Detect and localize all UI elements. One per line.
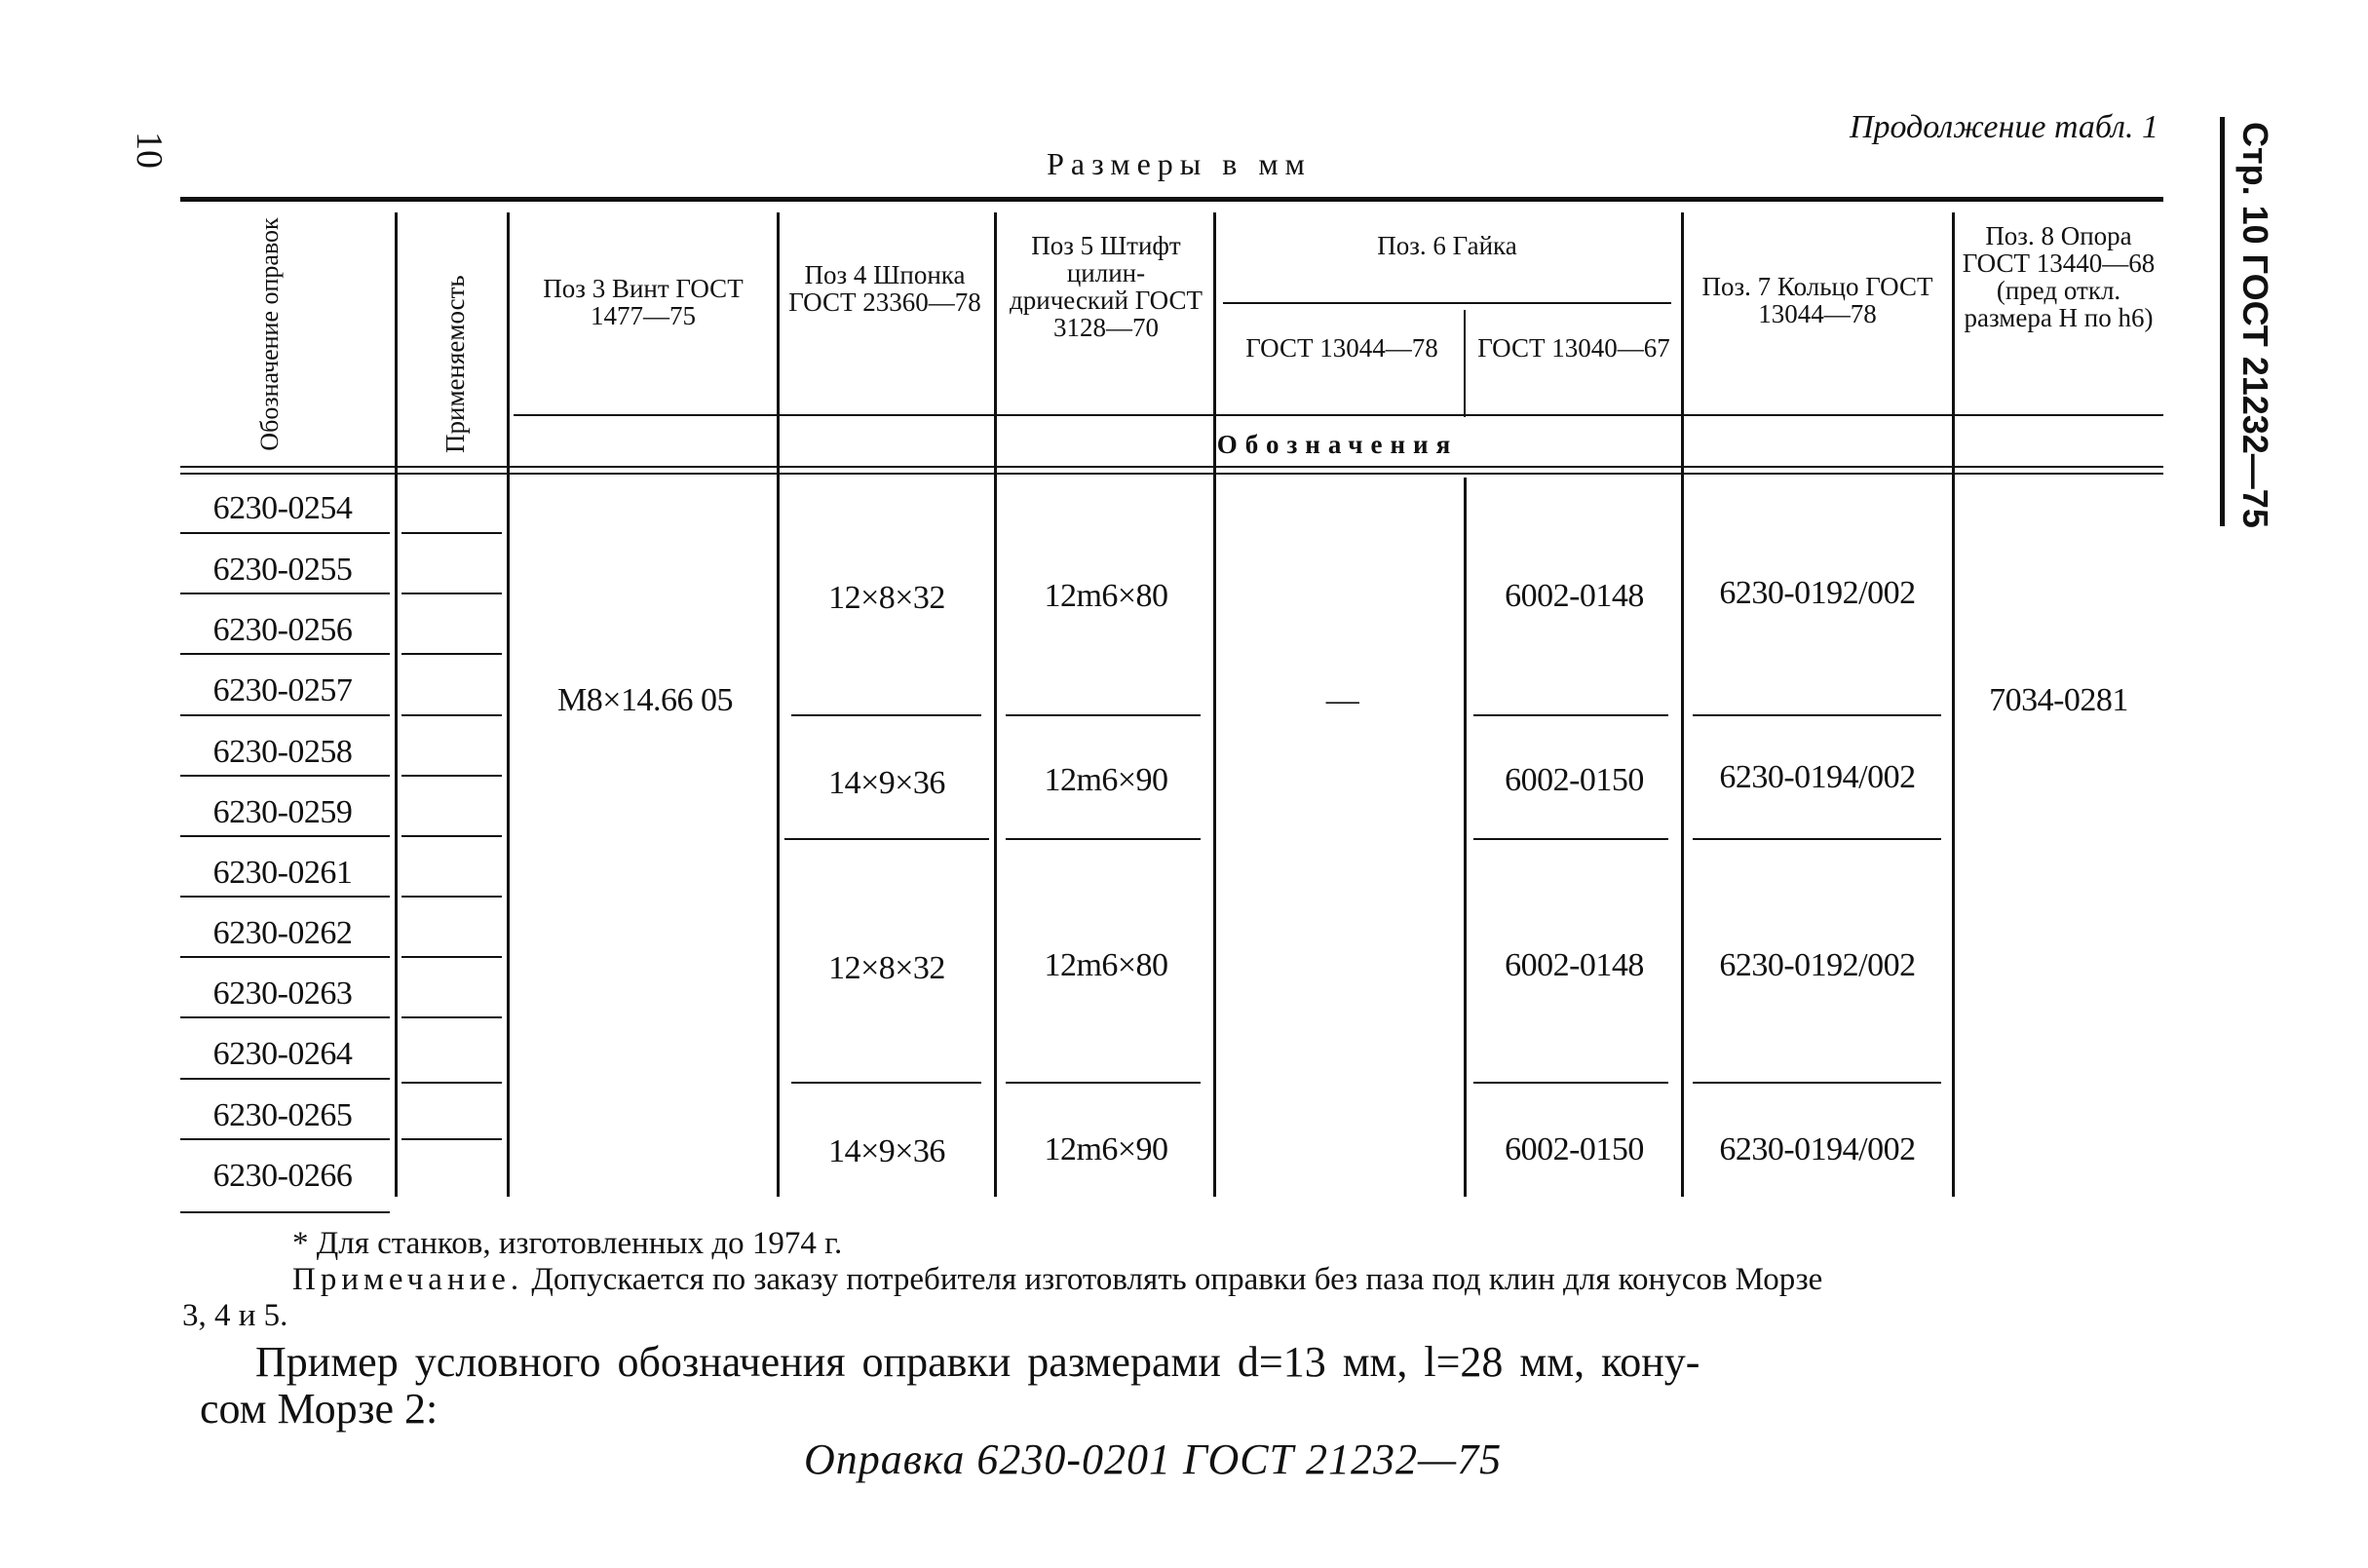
pos7-value: 6230-0194/002 <box>1719 1131 1916 1167</box>
header-pos6-gost-13040: ГОСТ 13040—67 <box>1477 333 1670 363</box>
table-row-label: 6230-0255 <box>212 552 353 588</box>
pos3-value: M8×14.66 05 <box>557 682 733 718</box>
table-row-label: 6230-0254 <box>212 490 353 526</box>
header-pos6-gost-13044: ГОСТ 13044—78 <box>1245 333 1438 363</box>
header-pos3: Поз 3 Винт ГОСТ 1477—75 <box>543 274 744 330</box>
footnote: * Для станков, изготовленных до 1974 г. <box>292 1226 843 1261</box>
header-designation: Обозначение оправок <box>255 217 284 451</box>
pos6-gost-13044-value: — <box>1325 682 1359 718</box>
pos5-value: 12m6×90 <box>1044 762 1168 798</box>
header-pos5: Поз 5 Штифт цилин-дрический ГОСТ 3128—70 <box>1010 231 1203 342</box>
example-line-1: Пример условного обозначения оправки размерами d=13 мм, l=28 мм, кону- <box>255 1338 1700 1386</box>
pos6-gost-13040-value: 6002-0148 <box>1505 947 1644 983</box>
header-pos4: Поз 4 Шпонка ГОСТ 23360—78 <box>788 260 981 317</box>
side-header: Стр. 10 ГОСТ 21232—75 <box>2235 122 2275 528</box>
pos4-value: 12×8×32 <box>828 580 945 616</box>
table-row-label: 6230-0256 <box>212 612 353 648</box>
pos6-gost-13040-value: 6002-0150 <box>1505 762 1644 798</box>
header-pos8: Поз. 8 Опора ГОСТ 13440—68 (пред откл. размера Н по h6) <box>1962 221 2156 332</box>
page-number: 10 <box>129 132 170 169</box>
pos6-gost-13040-value: 6002-0148 <box>1505 578 1644 614</box>
table-row-label: 6230-0263 <box>212 975 353 1012</box>
table-row-label: 6230-0262 <box>212 915 353 951</box>
table-row-label: 6230-0259 <box>212 794 353 830</box>
pos7-value: 6230-0192/002 <box>1719 947 1916 983</box>
dimensions-caption: Размеры в мм <box>1047 146 1312 181</box>
pos4-value: 14×9×36 <box>828 1133 945 1169</box>
note-line-1 <box>292 1262 1822 1298</box>
example-designation: Оправка 6230-0201 ГОСТ 21232—75 <box>804 1435 1503 1483</box>
pos5-value: 12m6×80 <box>1044 947 1168 983</box>
note-label: Примечание. <box>292 1262 524 1297</box>
table-row-label: 6230-0257 <box>212 672 353 708</box>
header-applicability: Применяемость <box>440 275 470 453</box>
pos6-gost-13040-value: 6002-0150 <box>1505 1131 1644 1167</box>
example-line-2: сом Морзе 2: <box>200 1385 439 1433</box>
table-row-label: 6230-0264 <box>212 1036 353 1072</box>
side-rule <box>2220 117 2225 526</box>
table-row-label: 6230-0265 <box>212 1097 353 1133</box>
pos7-value: 6230-0194/002 <box>1719 759 1916 795</box>
table-row-label: 6230-0261 <box>212 855 353 891</box>
pos4-value: 14×9×36 <box>828 765 945 801</box>
pos7-value: 6230-0192/002 <box>1719 575 1916 611</box>
table-row-label: 6230-0258 <box>212 734 353 770</box>
pos4-value: 12×8×32 <box>828 950 945 986</box>
header-pos6: Поз. 6 Гайка <box>1377 231 1517 260</box>
table-row-label: 6230-0266 <box>212 1158 353 1194</box>
header-designations-band: Обозначения <box>1216 430 1459 459</box>
continuation-caption: Продолжение табл. 1 <box>1849 109 2158 145</box>
pos8-value: 7034-0281 <box>1989 682 2128 718</box>
pos5-value: 12m6×80 <box>1044 578 1168 614</box>
note-line-2: 3, 4 и 5. <box>182 1298 288 1333</box>
header-pos7: Поз. 7 Кольцо ГОСТ 13044—78 <box>1701 272 1933 328</box>
pos5-value: 12m6×90 <box>1044 1131 1168 1167</box>
note-text: Допускается по заказу потребителя изготовлять оправки без паза под клин для конусов Морзе <box>531 1262 1823 1297</box>
